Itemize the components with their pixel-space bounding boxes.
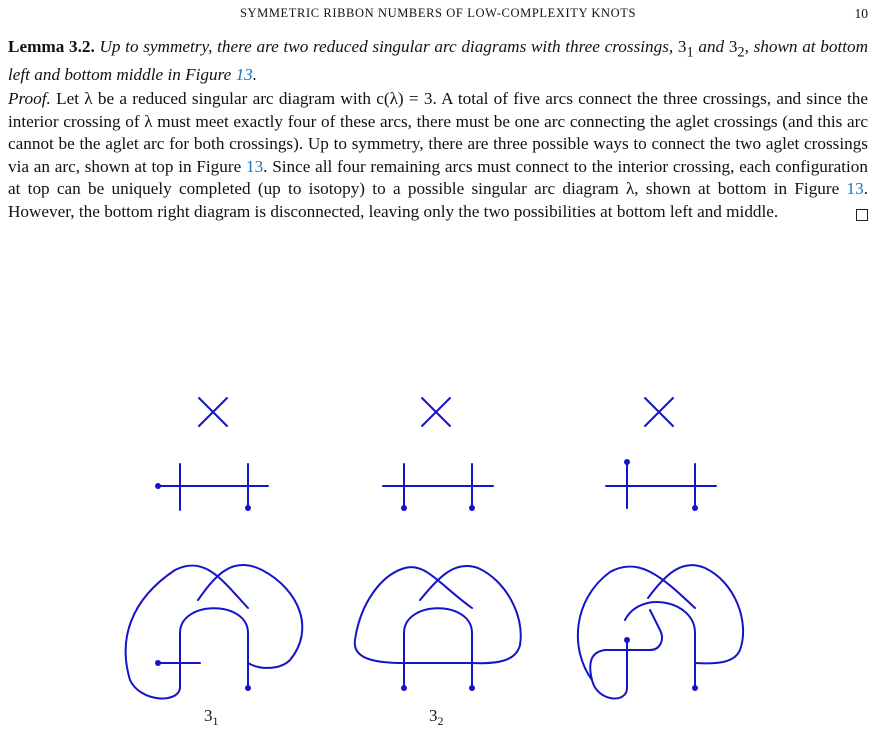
lemma-text-1: Up to symmetry, there are two reduced singular arc diagrams with three crossings, [99, 37, 678, 56]
knot-sub-1: 1 [686, 44, 694, 61]
aglet-config-1 [155, 464, 268, 511]
label-3-2: $3_2$ [429, 706, 444, 728]
proof-text-1: Let λ be a reduced singular arc diagram with c(λ) = 3. A total of five arcs connect the three crossings, and since the interior crossing of λ must meet exactly four of these arcs, there must be one arc connecting the aglet crossings (and this arc cannot be the aglet arc for both crossings). Up to symmetry, there are three possible ways to connect the two aglet crossings via an arc, shown at top in Figure [8, 89, 868, 176]
proof-label: Proof. [8, 89, 51, 108]
lemma-text-3: , shown at bottom left and bottom middle in Figure [8, 37, 868, 85]
aglet-config-3 [606, 459, 716, 511]
running-title: SYMMETRIC RIBBON NUMBERS OF LOW-COMPLEXITY KNOTS [239, 6, 637, 20]
page-number: 10 [854, 6, 868, 21]
lemma-text-2: and [693, 37, 729, 56]
crossing-mark-1 [199, 398, 227, 426]
arc-diagram-3-2 [355, 566, 521, 691]
crossing-mark-2 [422, 398, 450, 426]
figure-ref-link[interactable]: 13 [235, 65, 253, 85]
crossing-mark-3 [645, 398, 673, 426]
proof-text-2: . Since all four remaining arcs must connect to the interior crossing, each configuration at top can be uniquely completed (up to isotopy) to a possible singular arc diagram λ, shown at bottom in Figure [8, 156, 868, 199]
knot-sub-2: 2 [737, 44, 745, 61]
proof-paragraph [8, 88, 868, 224]
lemma-label: Lemma 3.2. [8, 37, 95, 56]
lemma-statement [8, 36, 868, 87]
proof-text-3: . However, the bottom right diagram is disconnected, leaving only the two possibilities at bottom left and middle. [8, 179, 868, 221]
arc-diagram-3-1 [126, 565, 303, 699]
aglet-config-2 [383, 464, 493, 511]
lemma-text-4: . [252, 65, 258, 85]
figure-ref-link[interactable]: 13 [245, 156, 264, 176]
knot-name-1: 3 [677, 37, 687, 56]
label-3-1: $3_1$ [204, 706, 219, 728]
arc-diagram-disconnected [578, 565, 743, 698]
running-header [0, 6, 876, 26]
figure-ref-link[interactable]: 13 [846, 179, 864, 199]
qed-box [856, 209, 868, 221]
knot-name-2: 3 [728, 37, 738, 56]
figure-13 [0, 380, 876, 736]
